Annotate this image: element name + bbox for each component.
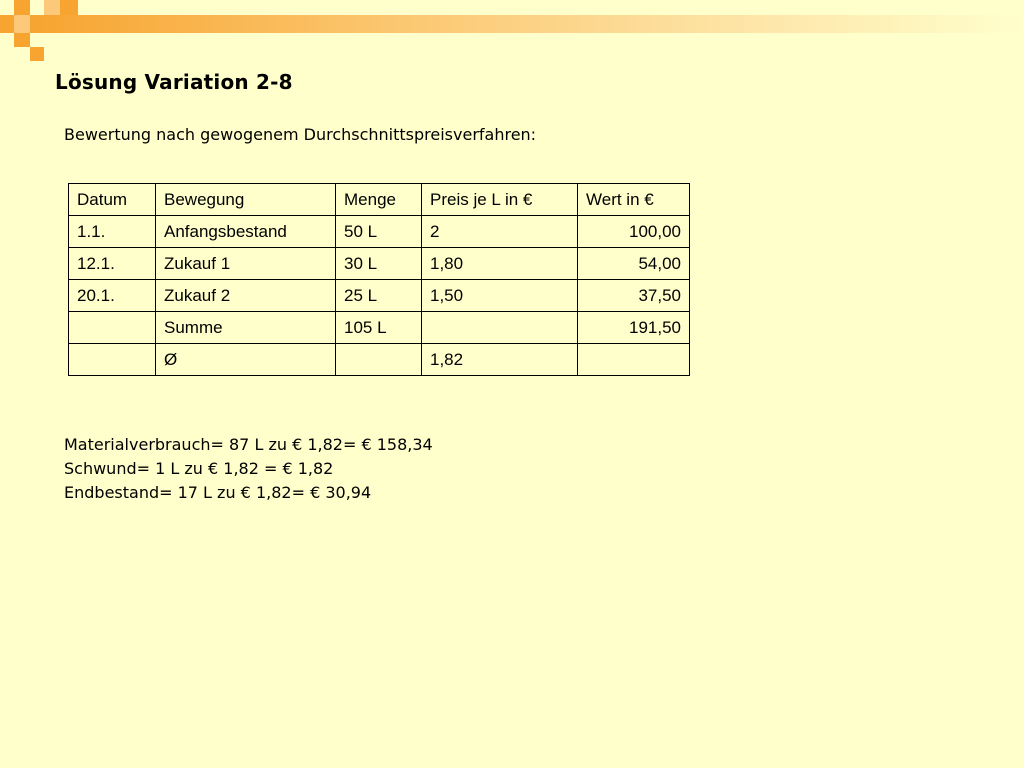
valuation-table	[68, 183, 690, 376]
cell-preis: 2	[422, 216, 578, 248]
table-row	[69, 248, 690, 280]
cell-bewegung: Anfangsbestand	[156, 216, 336, 248]
note-schwund: Schwund= 1 L zu € 1,82 = € 1,82	[64, 459, 334, 478]
slide-subtitle: Bewertung nach gewogenem Durchschnittspreisverfahren:	[64, 125, 537, 144]
cell-preis	[422, 312, 578, 344]
cell-wert: 54,00	[578, 248, 690, 280]
cell-menge: 105 L	[336, 312, 422, 344]
decor-square	[0, 15, 14, 33]
cell-datum	[69, 344, 156, 376]
decor-square	[14, 0, 30, 15]
cell-datum	[69, 312, 156, 344]
decor-square	[30, 47, 44, 61]
top-gradient-band	[28, 15, 1024, 33]
header-menge: Menge	[336, 184, 422, 216]
cell-wert	[578, 344, 690, 376]
cell-menge	[336, 344, 422, 376]
header-bewegung: Bewegung	[156, 184, 336, 216]
header-preis: Preis je L in €	[422, 184, 578, 216]
cell-bewegung: Summe	[156, 312, 336, 344]
cell-wert: 100,00	[578, 216, 690, 248]
cell-menge: 30 L	[336, 248, 422, 280]
cell-preis: 1,82	[422, 344, 578, 376]
cell-bewegung: Ø	[156, 344, 336, 376]
decor-square	[14, 33, 30, 47]
slide-title: Lösung Variation 2-8	[55, 70, 293, 94]
decor-square	[60, 0, 78, 15]
cell-preis: 1,80	[422, 248, 578, 280]
cell-preis: 1,50	[422, 280, 578, 312]
cell-wert: 191,50	[578, 312, 690, 344]
header-wert: Wert in €	[578, 184, 690, 216]
table-row	[69, 280, 690, 312]
note-endbestand: Endbestand= 17 L zu € 1,82= € 30,94	[64, 483, 372, 502]
decor-square	[44, 0, 60, 15]
table-row-summe	[69, 312, 690, 344]
cell-datum: 12.1.	[69, 248, 156, 280]
cell-wert: 37,50	[578, 280, 690, 312]
cell-datum: 20.1.	[69, 280, 156, 312]
table-header-row	[69, 184, 690, 216]
cell-menge: 50 L	[336, 216, 422, 248]
decor-square	[14, 15, 30, 33]
note-materialverbrauch: Materialverbrauch= 87 L zu € 1,82= € 158,34	[64, 435, 433, 454]
cell-bewegung: Zukauf 1	[156, 248, 336, 280]
cell-bewegung: Zukauf 2	[156, 280, 336, 312]
cell-menge: 25 L	[336, 280, 422, 312]
table-row	[69, 216, 690, 248]
cell-datum: 1.1.	[69, 216, 156, 248]
calculation-notes	[64, 433, 433, 505]
table-row-average	[69, 344, 690, 376]
header-datum: Datum	[69, 184, 156, 216]
